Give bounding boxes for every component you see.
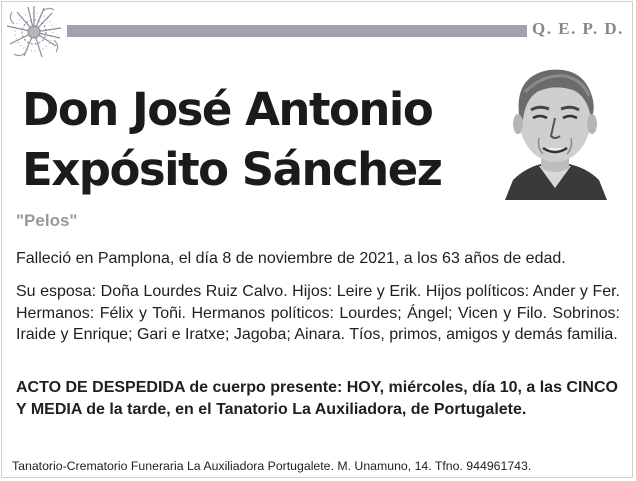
deceased-alias: "Pelos" [16,211,78,230]
floral-emblem-icon [4,4,64,60]
deceased-name-line1: Don José Antonio [22,83,433,136]
portrait-photo [503,62,607,200]
funeral-home-footer: Tanatorio-Crematorio Funeraria La Auxiliadora Portugalete. M. Unamuno, 14. Tfno. 944961743. [12,459,532,473]
family-list: Su esposa: Doña Lourdes Ruiz Calvo. Hijos: Leire y Erik. Hijos políticos: Ander y Fer. Hermanos: Félix y Toñi. Hermanos políticos: Lourdes; Ángel; Vicen y Filo. Sobrinos: Iraide y Enrique; Gari e Iratxe; Jagoba; Ainara. Tíos, primos, amigos y demás familia. [16,283,620,343]
deceased-name [22,80,492,200]
qepd-label: Q. E. P. D. [532,19,624,38]
death-notice: Falleció en Pamplona, el día 8 de noviembre de 2021, a los 63 años de edad. [16,250,566,267]
ceremony-notice: ACTO DE DESPEDIDA de cuerpo presente: HOY, miércoles, día 10, a las CINCO Y MEDIA de la tarde, en el Tanatorio La Auxiliadora, de Portugalete. [16,379,618,418]
header-bar [67,25,527,37]
deceased-name-line2: Expósito Sánchez [22,143,442,196]
